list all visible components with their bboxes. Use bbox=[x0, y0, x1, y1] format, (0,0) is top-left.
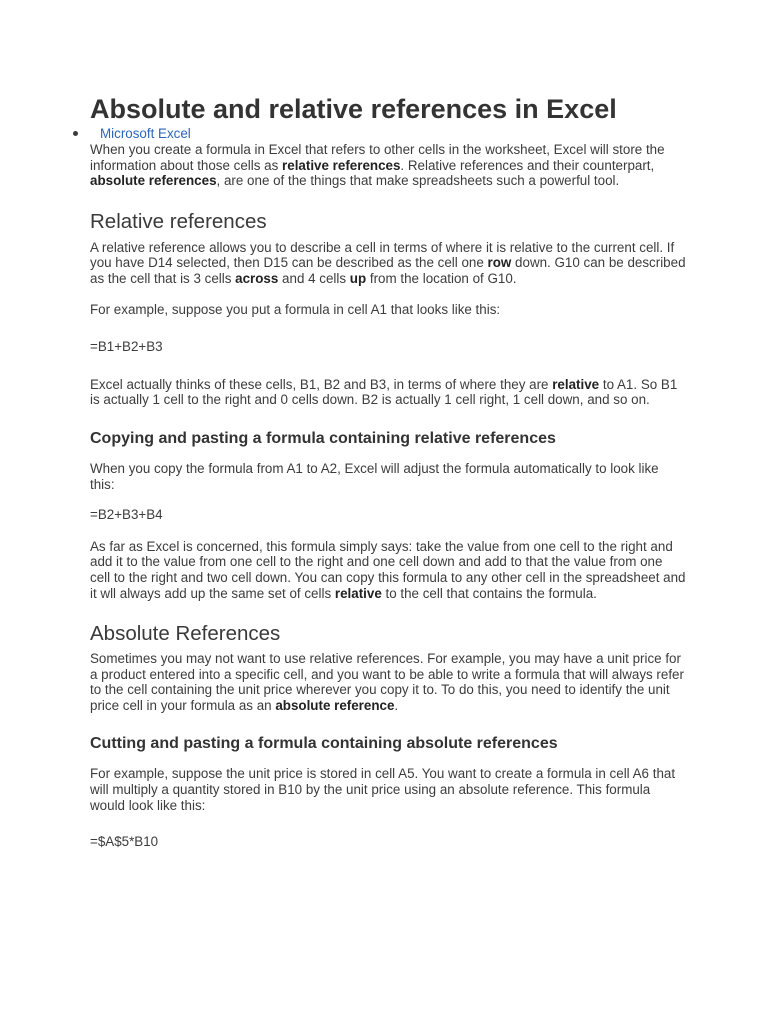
heading-absolute-references: Absolute References bbox=[90, 622, 281, 646]
heading-cutting-pasting: Cutting and pasting a formula containing absolute references bbox=[90, 735, 558, 753]
heading-relative-references: Relative references bbox=[90, 209, 267, 233]
formula-example-1: =B1+B2+B3 bbox=[90, 339, 163, 355]
cutting-paragraph-1: For example, suppose the unit price is stored in cell A5. You want to create a formula in cell A6 that will multiply a quantity stored in B10 by the unit price using an absolute reference. This formula would look like this: bbox=[90, 766, 676, 813]
absolute-paragraph-1: Sometimes you may not want to use relative references. For example, you may have a unit price for a product entered into a specific cell, and you want to be able to write a formula that will always refer to the cell containing the unit price wherever you copy it to. To do this, you need to identify the unit price cell in your formula as an absolute reference. bbox=[90, 651, 684, 713]
heading-copying-pasting: Copying and pasting a formula containing relative references bbox=[90, 429, 556, 447]
category-list-item bbox=[90, 126, 686, 142]
relative-paragraph-2: For example, suppose you put a formula in cell A1 that looks like this: bbox=[90, 301, 501, 317]
relative-paragraph-3: Excel actually thinks of these cells, B1, B2 and B3, in terms of where they are relative to A1. So B1 is actually 1 cell to the right and 0 cells down. B2 is actually 1 cell right, 1 cell down, and so on. bbox=[90, 376, 678, 408]
page-title: Absolute and relative references in Excel bbox=[90, 94, 617, 124]
copying-paragraph-1: When you copy the formula from A1 to A2, Excel will adjust the formula automatically to look like this: bbox=[90, 460, 659, 492]
intro-paragraph: When you create a formula in Excel that refers to other cells in the worksheet, Excel will store the information about those cells as relative references. Relative references and their counterpart, absolute references, are one of the things that make spreadsheets such a powerful tool. bbox=[90, 142, 665, 189]
document-page bbox=[90, 92, 686, 850]
copying-paragraph-2: As far as Excel is concerned, this formula simply says: take the value from one cell to the right and add it to the value from one cell to the right and one cell down and add to that the value from one cell to the right and two cell down. You can copy this formula to any other cell in the spreadsheet and it wll always add up the same set of cells relative to the cell that contains the formula. bbox=[90, 538, 686, 601]
bullet-icon bbox=[73, 131, 78, 136]
relative-paragraph-1: A relative reference allows you to describe a cell in terms of where it is relative to the current cell. If you have D14 selected, then D15 can be described as the cell one row down. G10 can be described as the cell that is 3 cells across and 4 cells up from the location of G10. bbox=[90, 239, 686, 286]
formula-example-2: =B2+B3+B4 bbox=[90, 507, 163, 523]
formula-example-3: =$A$5*B10 bbox=[90, 834, 159, 850]
category-link-microsoft-excel[interactable]: Microsoft Excel bbox=[100, 126, 191, 141]
